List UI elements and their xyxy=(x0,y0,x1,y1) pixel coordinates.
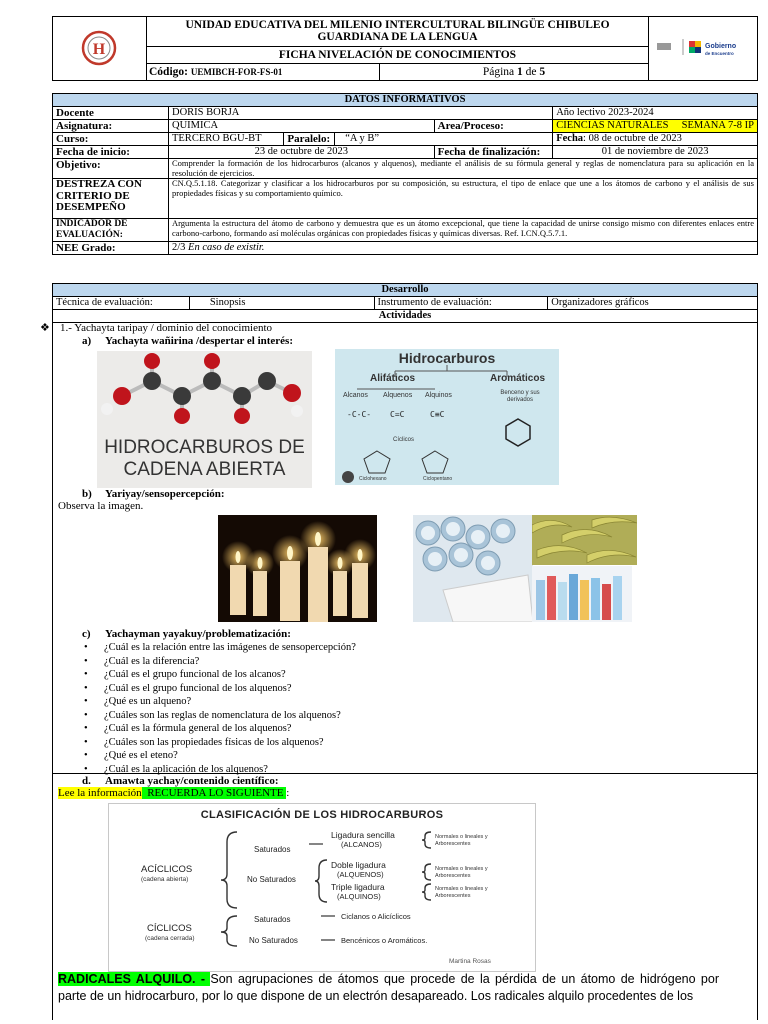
b-instruction: Observa la imagen. xyxy=(58,500,144,512)
radicales-paragraph xyxy=(58,971,719,1005)
bananas-image xyxy=(532,515,637,565)
diagram2-ciclicos-sub: (cadena cerrada) xyxy=(145,935,195,942)
d-title: Amawta yachay/contenido científico: xyxy=(105,775,279,787)
candles-graphic xyxy=(218,515,377,622)
diagram2-ciclanos: Ciclanos o Alicíclicos xyxy=(341,912,411,921)
question-item: • ¿Cuál es el grupo funcional de los alquenos? xyxy=(78,682,356,696)
code-value: UEMIBCH-FOR-FS-01 xyxy=(190,66,283,77)
question-item: • ¿Cuál es el grupo funcional de los alcanos? xyxy=(78,668,356,682)
question-item: • ¿Cuál es la aplicación de los alquenos? xyxy=(78,763,356,777)
question-item: • ¿Cuál es la diferencia? xyxy=(78,655,356,669)
plastic-bottles-image xyxy=(532,566,632,622)
img1-text-line1: HIDROCARBUROS DE xyxy=(104,437,305,458)
candles-image xyxy=(218,515,377,622)
hidrocarburos-diagram-graphic xyxy=(335,349,559,485)
bananas-graphic xyxy=(532,515,637,565)
diagram2-no-saturados: No Saturados xyxy=(247,875,296,884)
curso-label: Curso: xyxy=(53,133,169,146)
hidrocarburos-cadena-abierta-image xyxy=(97,351,312,488)
svg-text:H: H xyxy=(92,41,106,58)
asignatura-label: Asignatura: xyxy=(53,120,169,133)
desarrollo-table xyxy=(52,283,758,323)
question-item: • ¿Qué es un alqueno? xyxy=(78,695,356,709)
c-label: c) xyxy=(82,628,91,640)
diagram1-benceno: Benceno y sus derivados xyxy=(500,390,540,403)
fecha-fin-value: 01 de noviembre de 2023 xyxy=(553,146,758,159)
anio-lectivo: Año lectivo 2023-2024 xyxy=(553,107,758,120)
lee-line: Lee la información RECUERDA LO SIGUIENTE : xyxy=(58,787,290,799)
a-label: a) xyxy=(82,335,92,347)
section-divider xyxy=(52,773,758,774)
diagram2-no-saturados-ciclicos: No Saturados xyxy=(249,936,298,945)
svg-text:Gobierno: Gobierno xyxy=(705,43,737,50)
diagram1-ciclicos: Cíclicos xyxy=(393,437,415,443)
activity-bullet-icon: ❖ xyxy=(40,322,50,334)
diagram2-saturados-ciclicos: Saturados xyxy=(254,915,291,924)
diagram2-doble-lig: Doble ligadura xyxy=(331,860,386,870)
school-logo-icon xyxy=(53,17,146,77)
clasificacion-hidrocarburos-diagram xyxy=(108,803,536,972)
lee-text: Lee la información xyxy=(58,787,142,799)
svg-text:C≡C: C≡C xyxy=(430,410,445,419)
diagram2-ciclicos: CÍCLICOS xyxy=(147,923,192,934)
school-name-line2: GUARDIANA DE LA LENGUA xyxy=(317,31,478,44)
diagram2-normales3: Normales o lineales y Arborescentes xyxy=(435,886,488,899)
diagram2-alcanos: (ALCANOS) xyxy=(341,840,382,849)
diagram1-alquinos: Alquinos xyxy=(425,392,452,399)
tecnica-value: Sinopsis xyxy=(189,297,374,310)
fecha-cell: Fecha: 08 de octubre de 2023 xyxy=(553,133,758,146)
fecha-inicio-label: Fecha de inicio: xyxy=(53,146,169,159)
question-item: • ¿Qué es el eteno? xyxy=(78,749,356,763)
diagram2-saturados: Saturados xyxy=(254,845,291,854)
bottles-graphic xyxy=(532,566,632,622)
diagram2-lig-sencilla: Ligadura sencilla xyxy=(331,830,395,840)
diagram2-aciclicos-sub: (cadena abierta) xyxy=(141,876,189,883)
img1-text-line2: CADENA ABIERTA xyxy=(123,459,286,480)
c-title: Yachayman yayakuy/problematización: xyxy=(105,628,291,640)
svg-text:C=C: C=C xyxy=(390,410,405,419)
desarrollo-title: Desarrollo xyxy=(53,284,758,297)
question-item: • ¿Cuál es la fórmula general de los alquenos? xyxy=(78,722,356,736)
diagram2-bencenicos: Bencénicos o Aromáticos. xyxy=(341,936,428,945)
docente-value: DORIS BORJA xyxy=(168,107,552,120)
radicales-label: RADICALES ALQUILO. - xyxy=(58,972,211,986)
diagram1-alquenos: Alquenos xyxy=(383,392,413,399)
recuerda-text: RECUERDA LO SIGUIENTE xyxy=(141,787,287,799)
destreza-value: CN.Q.5.1.18. Categorizar y clasificar a los hidrocarburos por su composición, su estructura, el tipo de enlace que une a los átomos de carbono y el análisis de sus propiedades físicas y su comportamiento químico. xyxy=(168,179,757,219)
diagram1-alifaticos: Alifáticos xyxy=(370,373,416,384)
diagram1-alcanos: Alcanos xyxy=(343,392,368,399)
ministry-logo-cell xyxy=(649,17,758,81)
instrumento-label: Instrumento de evaluación: xyxy=(374,297,548,310)
objetivo-label: Objetivo: xyxy=(53,159,169,179)
diagram2-alquinos: (ALQUINOS) xyxy=(337,892,381,901)
diagram1-aromaticos: Aromáticos xyxy=(490,373,546,384)
nee-value: 2/3 En caso de existir. xyxy=(168,242,757,255)
diagram2-author: Martina Rosas xyxy=(449,958,491,965)
instrumento-value: Organizadores gráficos xyxy=(548,297,758,310)
fecha-fin-label: Fecha de finalización: xyxy=(434,146,553,159)
tecnica-label: Técnica de evaluación: xyxy=(53,297,190,310)
diagram2-alquenos: (ALQUENOS) xyxy=(337,870,384,879)
destreza-label: DESTREZA CON CRITERIO DE DESEMPEÑO xyxy=(53,179,169,219)
document-header xyxy=(52,16,758,81)
indicador-value: Argumenta la estructura del átomo de carbono y demuestra que es un átomo excepcional, que tiene la capacidad de unirse consigo mismo con diferentes enlaces entre carbono-carbono, formando así moléculas orgánicas con propiedades físicas y químicas diversas. Ref. I.CN.Q.5.7.1. xyxy=(168,219,757,242)
diagram1-ciclopentano: Ciclopentano xyxy=(423,476,453,482)
svg-text:de Encuentro: de Encuentro xyxy=(705,51,734,56)
page-indicator: Página 1 de 5 xyxy=(380,63,649,80)
hidrocarburos-diagram-image xyxy=(335,349,559,485)
paralelo-value: “A y B” xyxy=(335,133,553,146)
area-label: Area/Proceso: xyxy=(434,120,553,133)
datos-informativos-table xyxy=(52,93,758,255)
question-item: • ¿Cuál es la relación entre las imágenes de sensopercepción? xyxy=(78,641,356,655)
diagram2-title: CLASIFICACIÓN DE LOS HIDROCARBUROS xyxy=(200,809,444,821)
ministry-logo-icon xyxy=(649,17,757,77)
area-value: CIENCIAS NATURALES SEMANA 7-8 IP xyxy=(553,120,758,133)
a-title: Yachayta wañirina /despertar el interés: xyxy=(105,335,293,347)
fecha-inicio-value: 23 de octubre de 2023 xyxy=(168,146,434,159)
school-name-line1: UNIDAD EDUCATIVA DEL MILENIO INTERCULTURAL BILINGÜE CHIBULEO xyxy=(185,19,610,32)
paralelo-label: Paralelo: xyxy=(284,133,335,146)
indicador-label: INDICADOR DE EVALUACIÓN: xyxy=(53,219,169,242)
pvc-pipes-image xyxy=(413,515,533,622)
curso-value: TERCERO BGU-BT xyxy=(168,133,283,146)
asignatura-value: QUIMICA xyxy=(168,120,434,133)
svg-text:-C-C-: -C-C- xyxy=(347,410,372,419)
datos-title: DATOS INFORMATIVOS xyxy=(53,94,758,107)
code-label: Código: xyxy=(149,65,188,78)
diagram2-normales1: Normales o lineales y Arborescentes xyxy=(435,834,488,847)
diagram1-ciclohexano: Ciclohexano xyxy=(359,476,387,482)
question-item: • ¿Cuáles son las reglas de nomenclatura de los alquenos? xyxy=(78,709,356,723)
questions-list xyxy=(78,641,356,776)
nee-label: NEE Grado: xyxy=(53,242,169,255)
objetivo-value: Comprender la formación de los hidrocarburos (alcanos y alquenos), mediante el análisis de su fórmula general y reglas de nomenclatura para su aplicación en la resolución de ejercicios. xyxy=(168,159,757,179)
pipes-graphic xyxy=(413,515,533,622)
b-label: b) xyxy=(82,488,92,500)
d-label: d. xyxy=(82,775,91,787)
docente-label: Docente xyxy=(53,107,169,120)
diagram2-triple-lig: Triple ligadura xyxy=(331,882,385,892)
b-title: Yariyay/sensopercepción: xyxy=(105,488,225,500)
form-title: FICHA NIVELACIÓN DE CONOCIMIENTOS xyxy=(147,46,649,63)
diagram2-aciclicos: ACÍCLICOS xyxy=(141,864,193,875)
question-item: • ¿Cuáles son las propiedades físicas de los alquenos? xyxy=(78,736,356,750)
actividades-title: Actividades xyxy=(53,310,758,323)
diagram2-normales2: Normales o lineales y Arborescentes xyxy=(435,866,488,879)
radicales-text: Son agrupaciones de átomos que procede de la pérdida de un átomo de hidrógeno por parte de un hidrocarburo, por lo que dispone de un electrón desapareado. Los radicales alquilo procedentes de los xyxy=(58,972,719,1003)
diagram1-title: Hidrocarburos xyxy=(398,350,496,366)
school-logo-cell xyxy=(53,17,147,81)
activity-heading: 1.- Yachayta taripay / dominio del conocimiento xyxy=(60,322,273,334)
